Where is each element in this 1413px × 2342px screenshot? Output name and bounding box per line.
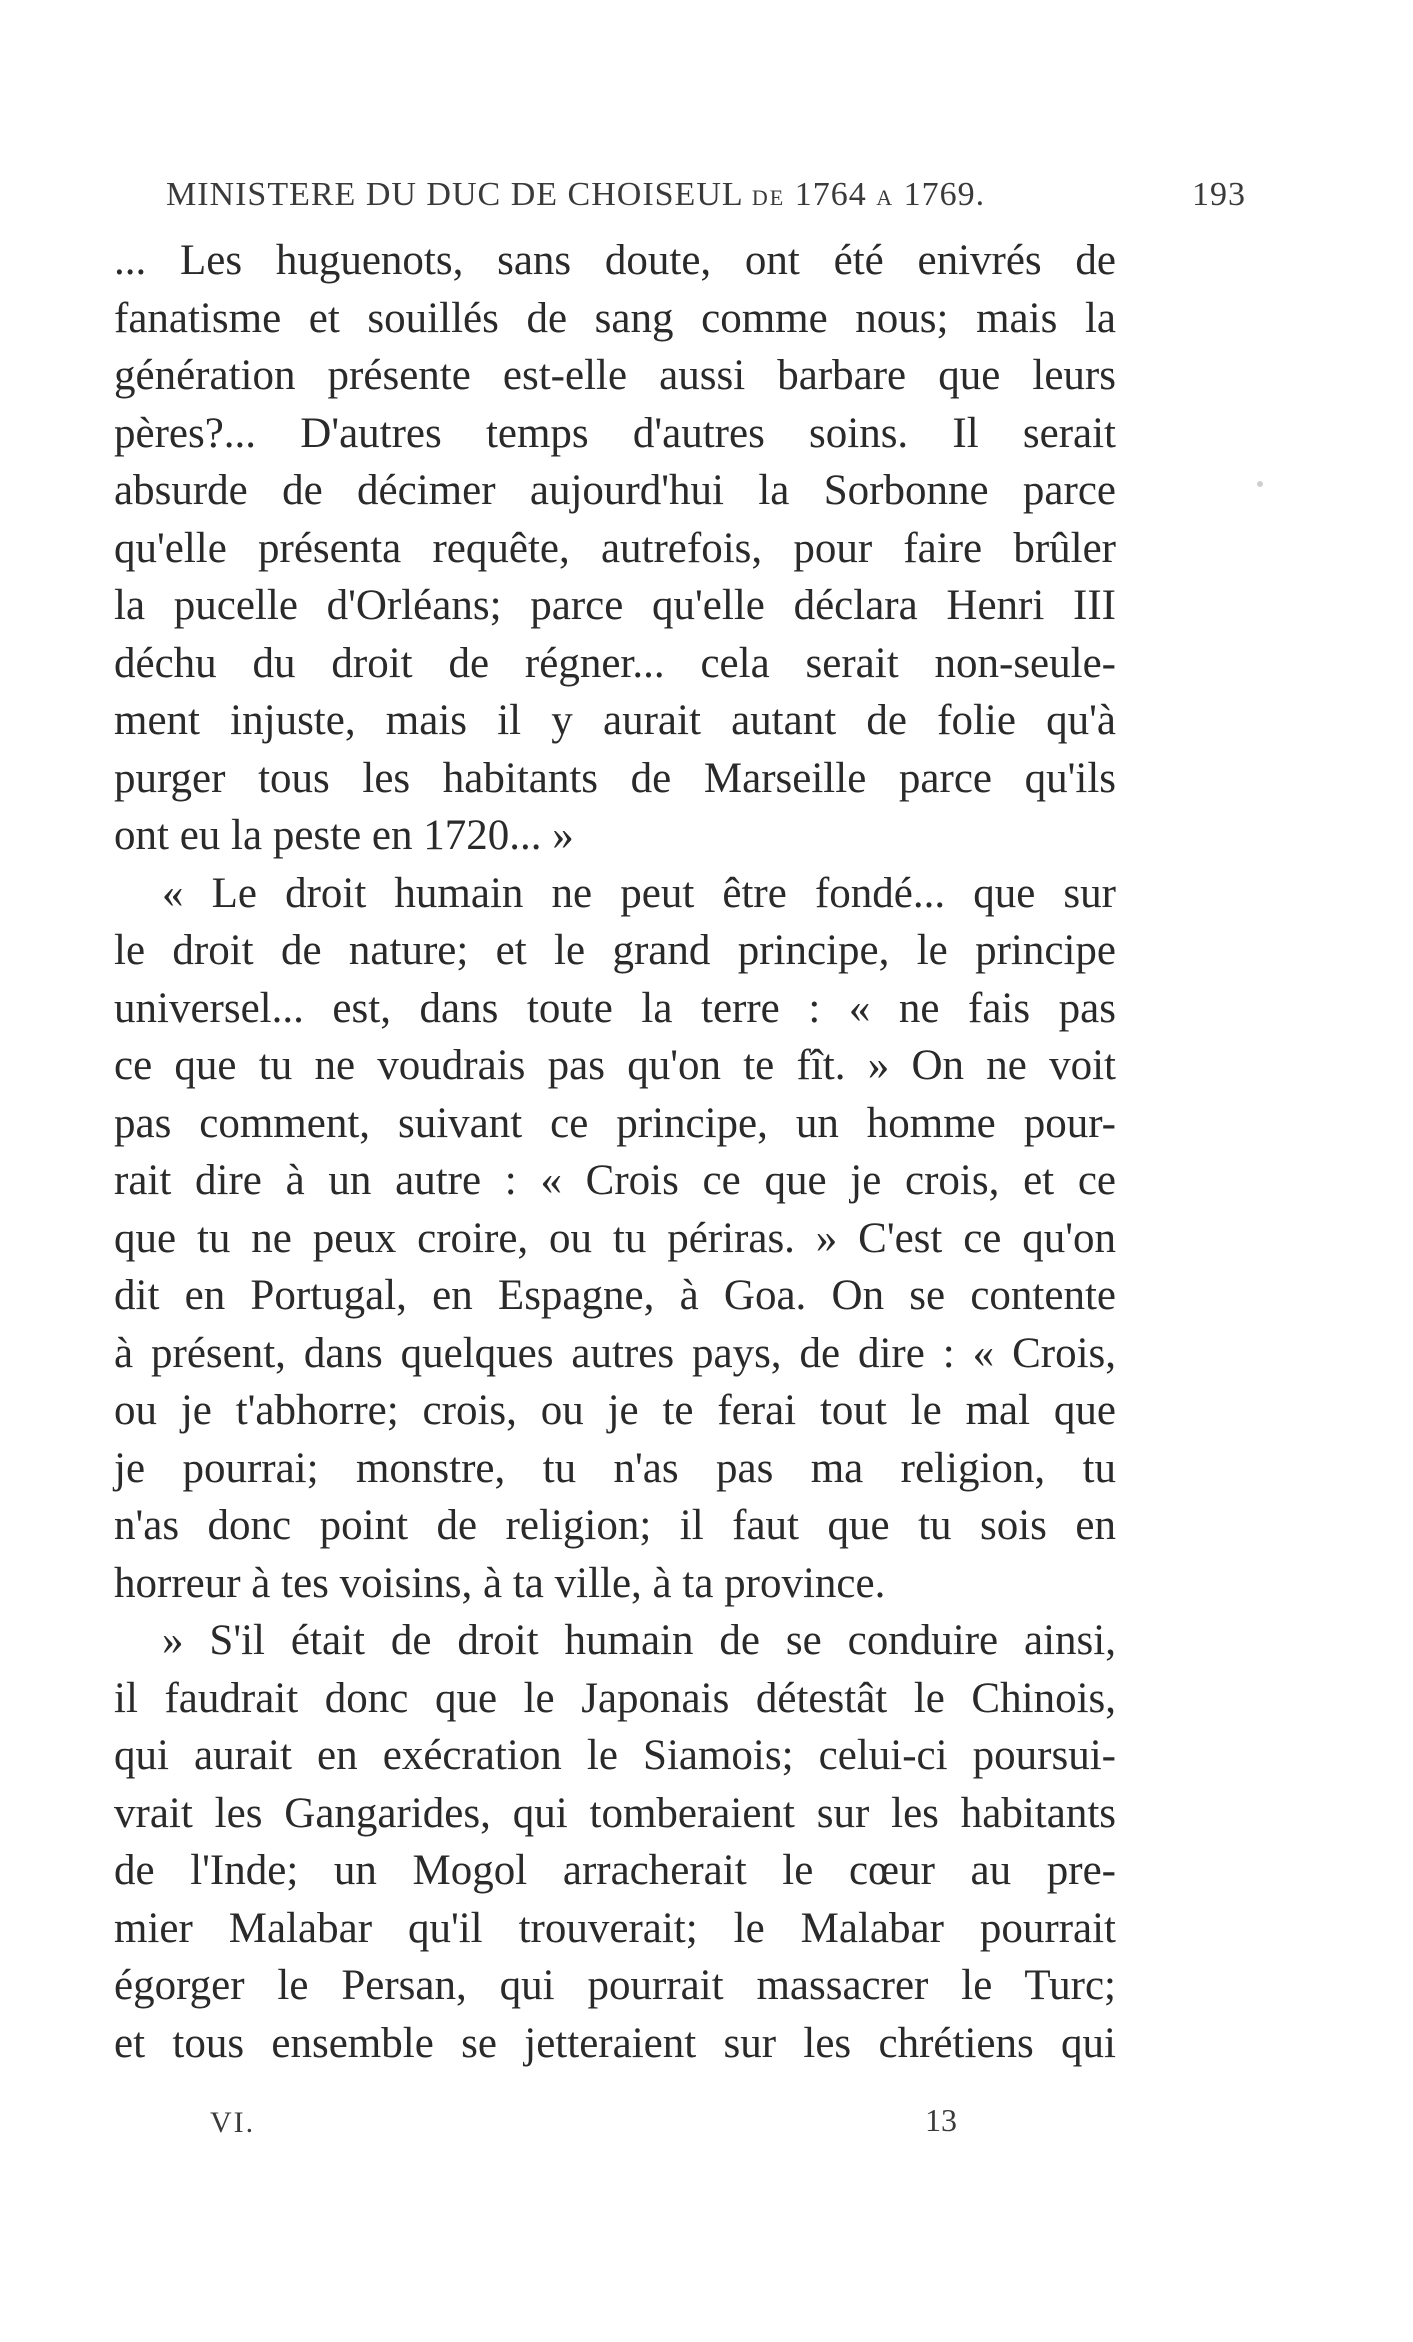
text-line: le droit de nature; et le grand principe, le principe	[114, 927, 1116, 974]
text-line: de l'Inde; un Mogol arracherait le cœur au pre-	[114, 1847, 1116, 1894]
text-line: je pourrai; monstre, tu n'as pas ma religion, tu	[114, 1444, 1116, 1492]
text-line: mier Malabar qu'il trouverait; le Malabar pourrait	[114, 1904, 1116, 1952]
text-line: la pucelle d'Orléans; parce qu'elle déclara Henri III	[114, 582, 1116, 629]
text-line: rait dire à un autre : « Crois ce que je crois, et ce	[114, 1157, 1116, 1204]
text-line: déchu du droit de régner... cela serait non-seule-	[114, 639, 1116, 687]
page-number: 193	[1192, 176, 1246, 213]
text-line: ment injuste, mais il y aurait autant de folie qu'à	[114, 697, 1116, 744]
text-line: ou je t'abhorre; crois, ou je te ferai tout le mal que	[114, 1387, 1116, 1434]
text-line: vrait les Gangarides, qui tomberaient sur les habitants	[114, 1789, 1116, 1837]
text-line: il faudrait donc que le Japonais détestât le Chinois,	[114, 1674, 1116, 1722]
text-line: dit en Portugal, en Espagne, à Goa. On se contente	[114, 1272, 1116, 1319]
text-line: que tu ne peux croire, ou tu périras. » C'est ce qu'on	[114, 1214, 1116, 1262]
running-head-to: A	[876, 185, 895, 210]
paper-spot	[1257, 481, 1263, 487]
text-line: à présent, dans quelques autres pays, de dire : « Crois,	[114, 1329, 1116, 1377]
sheet-number: 13	[925, 2102, 957, 2138]
text-line: absurde de décimer aujourd'hui la Sorbonne parce	[114, 467, 1116, 514]
running-head-from: DE	[751, 185, 786, 210]
text-line: génération présente est-elle aussi barbare que leurs	[114, 352, 1116, 399]
running-head-year-start: 1764	[794, 176, 867, 213]
text-line: pères?... D'autres temps d'autres soins. Il serait	[114, 409, 1116, 457]
text-line: « Le droit humain ne peut être fondé... que sur	[162, 869, 1116, 917]
text-line: qu'elle présenta requête, autrefois, pour faire brûler	[114, 524, 1116, 572]
text-line: ... Les huguenots, sans doute, ont été enivrés de	[114, 237, 1116, 284]
text-line: universel... est, dans toute la terre : « ne fais pas	[114, 984, 1116, 1032]
signature-mark: VI.	[210, 2106, 256, 2139]
text-line: purger tous les habitants de Marseille parce qu'ils	[114, 754, 1116, 802]
text-line: horreur à tes voisins, à ta ville, à ta province.	[114, 1559, 886, 1607]
text-line: » S'il était de droit humain de se conduire ainsi,	[162, 1617, 1116, 1664]
running-head-year-end: 1769.	[903, 176, 986, 213]
text-line: pas comment, suivant ce principe, un homme pour-	[114, 1099, 1116, 1147]
text-line: qui aurait en exécration le Siamois; celui-ci poursui-	[114, 1732, 1116, 1779]
text-line: ce que tu ne voudrais pas qu'on te fît. » On ne voit	[114, 1042, 1116, 1089]
running-head-title: MINISTERE DU DUC DE CHOISEUL	[166, 176, 743, 213]
text-line: ont eu la peste en 1720... »	[114, 812, 574, 859]
text-line: n'as donc point de religion; il faut que tu sois en	[114, 1502, 1116, 1549]
text-line: fanatisme et souillés de sang comme nous; mais la	[114, 294, 1116, 342]
text-line: égorger le Persan, qui pourrait massacrer le Turc;	[114, 1962, 1116, 2009]
running-head	[166, 176, 1246, 214]
body-text	[114, 232, 1116, 2072]
text-line: et tous ensemble se jetteraient sur les chrétiens qui	[114, 2019, 1116, 2067]
